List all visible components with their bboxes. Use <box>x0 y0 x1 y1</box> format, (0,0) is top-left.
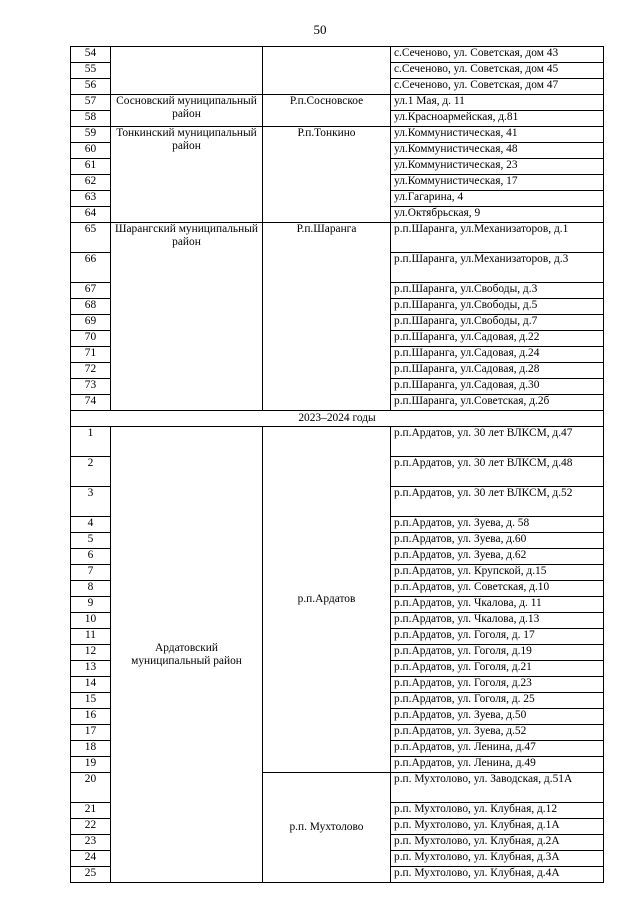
row-number: 23 <box>71 835 111 851</box>
row-number: 19 <box>71 757 111 773</box>
row-number: 22 <box>71 819 111 835</box>
address-cell: ул.Гагарина, 4 <box>391 191 604 207</box>
row-number: 9 <box>71 597 111 613</box>
address-cell: ул.Коммунистическая, 23 <box>391 159 604 175</box>
row-number: 67 <box>71 283 111 299</box>
row-number: 72 <box>71 363 111 379</box>
address-cell: р.п.Шаранга, ул.Садовая, д.22 <box>391 331 604 347</box>
address-cell: ул.Октябрьская, 9 <box>391 207 604 223</box>
row-number: 7 <box>71 565 111 581</box>
address-cell: р.п.Шаранга, ул.Свободы, д.3 <box>391 283 604 299</box>
page-number: 50 <box>313 22 327 37</box>
row-number: 14 <box>71 677 111 693</box>
row-number: 65 <box>71 223 111 253</box>
row-number: 10 <box>71 613 111 629</box>
row-number: 73 <box>71 379 111 395</box>
address-cell: р.п. Мухтолово, ул. Клубная, д.2А <box>391 835 604 851</box>
row-number: 16 <box>71 709 111 725</box>
row-number: 57 <box>71 95 111 111</box>
table-row <box>71 47 604 63</box>
row-number: 61 <box>71 159 111 175</box>
address-cell: р.п.Шаранга, ул.Свободы, д.5 <box>391 299 604 315</box>
address-cell: с.Сеченово, ул. Советская, дом 47 <box>391 79 604 95</box>
town-sosnovskoe: Р.п.Сосновское <box>263 95 391 127</box>
address-cell: р.п.Ардатов, ул. Гоголя, д. 25 <box>391 693 604 709</box>
address-cell: р.п.Ардатов, ул. Чкалова, д.13 <box>391 613 604 629</box>
row-number: 17 <box>71 725 111 741</box>
address-cell: р.п.Шаранга, ул.Свободы, д.7 <box>391 315 604 331</box>
table-row <box>71 427 604 457</box>
address-cell: р.п.Ардатов, ул. Зуева, д. 58 <box>391 517 604 533</box>
table-row <box>71 95 604 111</box>
address-cell: р.п.Ардатов, ул. Крупской, д.15 <box>391 565 604 581</box>
row-number: 70 <box>71 331 111 347</box>
town-ardatov: р.п.Ардатов <box>263 427 391 773</box>
table-row <box>71 223 604 253</box>
district-sharangsky: Шарангский муниципальный район <box>111 223 263 411</box>
address-cell: р.п.Ардатов, ул. Ленина, д.49 <box>391 757 604 773</box>
address-cell: р.п.Ардатов, ул. 30 лет ВЛКСМ, д.52 <box>391 487 604 517</box>
row-number: 1 <box>71 427 111 457</box>
town-sharanga: Р.п.Шаранга <box>263 223 391 411</box>
address-cell: р.п.Ардатов, ул. Зуева, д.50 <box>391 709 604 725</box>
address-cell: ул.Коммунистическая, 17 <box>391 175 604 191</box>
address-cell: р.п.Ардатов, ул. Ленина, д.47 <box>391 741 604 757</box>
address-cell: р.п.Шаранга, ул.Механизаторов, д.3 <box>391 253 604 283</box>
row-number: 58 <box>71 111 111 127</box>
address-cell: ул.Коммунистическая, 48 <box>391 143 604 159</box>
row-number: 21 <box>71 803 111 819</box>
district-ardatovsky: Ардатовский муниципальный район <box>111 427 263 883</box>
row-number: 4 <box>71 517 111 533</box>
address-cell: р.п.Ардатов, ул. Советская, д.10 <box>391 581 604 597</box>
address-cell: ул.Красноармейская, д.81 <box>391 111 604 127</box>
row-number: 15 <box>71 693 111 709</box>
district-sosnovsky: Сосновский муниципальный район <box>111 95 263 127</box>
address-cell: р.п.Шаранга, ул.Садовая, д.24 <box>391 347 604 363</box>
address-cell: ул.Коммунистическая, 41 <box>391 127 604 143</box>
row-number: 20 <box>71 773 111 803</box>
row-number: 71 <box>71 347 111 363</box>
row-number: 11 <box>71 629 111 645</box>
town-tonkino: Р.п.Тонкино <box>263 127 391 223</box>
row-number: 18 <box>71 741 111 757</box>
address-cell: р.п. Мухтолово, ул. Клубная, д.12 <box>391 803 604 819</box>
row-number: 56 <box>71 79 111 95</box>
town-mukhtolovo: р.п. Мухтолово <box>263 773 391 883</box>
address-cell: р.п.Ардатов, ул. 30 лет ВЛКСМ, д.47 <box>391 427 604 457</box>
address-cell: р.п.Шаранга, ул.Садовая, д.28 <box>391 363 604 379</box>
district-cell-empty <box>111 47 263 95</box>
row-number: 5 <box>71 533 111 549</box>
address-cell: р.п.Ардатов, ул. Гоголя, д.19 <box>391 645 604 661</box>
address-cell: р.п.Ардатов, ул. Зуева, д.62 <box>391 549 604 565</box>
address-cell: с.Сеченово, ул. Советская, дом 43 <box>391 47 604 63</box>
row-number: 24 <box>71 851 111 867</box>
address-table <box>70 46 604 883</box>
address-cell: р.п.Ардатов, ул. Чкалова, д. 11 <box>391 597 604 613</box>
row-number: 25 <box>71 867 111 883</box>
row-number: 59 <box>71 127 111 143</box>
table-row <box>71 127 604 143</box>
address-cell: р.п.Ардатов, ул. 30 лет ВЛКСМ, д.48 <box>391 457 604 487</box>
row-number: 62 <box>71 175 111 191</box>
address-cell: р.п. Мухтолово, ул. Клубная, д.3А <box>391 851 604 867</box>
town-cell-empty <box>263 47 391 95</box>
address-cell: р.п. Мухтолово, ул. Заводская, д.51А <box>391 773 604 803</box>
row-number: 63 <box>71 191 111 207</box>
row-number: 69 <box>71 315 111 331</box>
address-cell: р.п. Мухтолово, ул. Клубная, д.4А <box>391 867 604 883</box>
address-cell: р.п.Шаранга, ул.Садовая, д.30 <box>391 379 604 395</box>
row-number: 12 <box>71 645 111 661</box>
district-tonkinsky: Тонкинский муниципальный район <box>111 127 263 223</box>
row-number: 66 <box>71 253 111 283</box>
row-number: 68 <box>71 299 111 315</box>
address-cell: ул.1 Мая, д. 11 <box>391 95 604 111</box>
address-cell: с.Сеченово, ул. Советская, дом 45 <box>391 63 604 79</box>
row-number: 64 <box>71 207 111 223</box>
row-number: 13 <box>71 661 111 677</box>
row-number: 55 <box>71 63 111 79</box>
row-number: 3 <box>71 487 111 517</box>
address-cell: р.п.Ардатов, ул. Гоголя, д.23 <box>391 677 604 693</box>
row-number: 54 <box>71 47 111 63</box>
address-cell: р.п.Шаранга, ул.Механизаторов, д.1 <box>391 223 604 253</box>
address-cell: р.п.Ардатов, ул. Зуева, д.60 <box>391 533 604 549</box>
section-header: 2023–2024 годы <box>71 411 604 427</box>
address-cell: р.п.Ардатов, ул. Гоголя, д.21 <box>391 661 604 677</box>
address-cell: р.п.Ардатов, ул. Гоголя, д. 17 <box>391 629 604 645</box>
address-cell: р.п. Мухтолово, ул. Клубная, д.1А <box>391 819 604 835</box>
row-number: 74 <box>71 395 111 411</box>
address-cell: р.п.Шаранга, ул.Советская, д.2б <box>391 395 604 411</box>
row-number: 6 <box>71 549 111 565</box>
section-header-row <box>71 411 604 427</box>
row-number: 2 <box>71 457 111 487</box>
row-number: 60 <box>71 143 111 159</box>
address-cell: р.п.Ардатов, ул. Зуева, д.52 <box>391 725 604 741</box>
row-number: 8 <box>71 581 111 597</box>
